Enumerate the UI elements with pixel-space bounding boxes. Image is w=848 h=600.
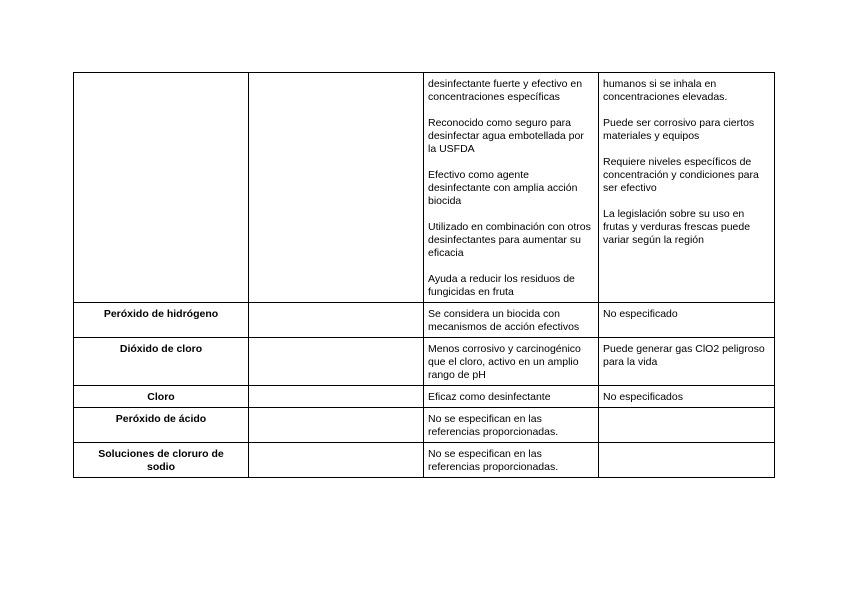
advantages-cell (424, 338, 599, 386)
advantage-text: Utilizado en combinación con otros desinfectantes para aumentar su eficacia (428, 221, 591, 259)
empty-cell (249, 386, 424, 408)
disadvantage-text: humanos si se inhala en concentraciones elevadas. (603, 78, 728, 103)
disinfectant-name-cell (74, 73, 249, 303)
advantages-cell (424, 73, 599, 303)
table-row (74, 408, 775, 443)
disadvantages-cell (599, 303, 775, 338)
advantage-text: Eficaz como desinfectante (428, 391, 551, 403)
disinfectant-name-cell: Peróxido de hidrógeno (74, 303, 249, 338)
advantage-text: Ayuda a reducir los residuos de fungicidas en fruta (428, 273, 575, 298)
advantage-text: No se especifican en las referencias proporcionadas. (428, 413, 559, 438)
advantage-text: desinfectante fuerte y efectivo en concentraciones específicas (428, 78, 583, 103)
disadvantages-cell (599, 443, 775, 478)
advantage-text: Reconocido como seguro para desinfectar agua embotellada por la USFDA (428, 117, 584, 155)
table-row (74, 338, 775, 386)
disinfectant-name-cell: Soluciones de cloruro de sodio (74, 443, 249, 478)
table-row (74, 443, 775, 478)
table-row (74, 386, 775, 408)
disadvantages-cell (599, 73, 775, 303)
disadvantage-text: No especificado (603, 308, 678, 320)
disinfectants-table (73, 72, 775, 478)
advantage-text: Se considera un biocida con mecanismos de acción efectivos (428, 308, 580, 333)
table-row (74, 303, 775, 338)
advantages-cell (424, 443, 599, 478)
advantages-cell (424, 386, 599, 408)
disadvantages-cell (599, 338, 775, 386)
disadvantage-text: Puede generar gas ClO2 peligroso para la vida (603, 343, 765, 368)
empty-cell (249, 73, 424, 303)
disadvantages-cell (599, 386, 775, 408)
disinfectant-name-cell: Cloro (74, 386, 249, 408)
disadvantage-text: No especificados (603, 391, 683, 403)
table-row (74, 73, 775, 303)
empty-cell (249, 338, 424, 386)
empty-cell (249, 408, 424, 443)
disadvantage-text: Requiere niveles específicos de concentración y condiciones para ser efectivo (603, 156, 759, 194)
disinfectant-name-cell: Peróxido de ácido (74, 408, 249, 443)
empty-cell (249, 303, 424, 338)
empty-cell (249, 443, 424, 478)
disadvantage-text: Puede ser corrosivo para ciertos materiales y equipos (603, 117, 755, 142)
advantage-text: Efectivo como agente desinfectante con amplia acción biocida (428, 169, 578, 207)
disinfectant-name-cell: Dióxido de cloro (74, 338, 249, 386)
advantage-text: No se especifican en las referencias proporcionadas. (428, 448, 559, 473)
advantages-cell (424, 408, 599, 443)
advantages-cell (424, 303, 599, 338)
disadvantages-cell (599, 408, 775, 443)
disadvantage-text: La legislación sobre su uso en frutas y verduras frescas puede variar según la región (603, 208, 751, 246)
advantage-text: Menos corrosivo y carcinogénico que el cloro, activo en un amplio rango de pH (428, 343, 581, 381)
